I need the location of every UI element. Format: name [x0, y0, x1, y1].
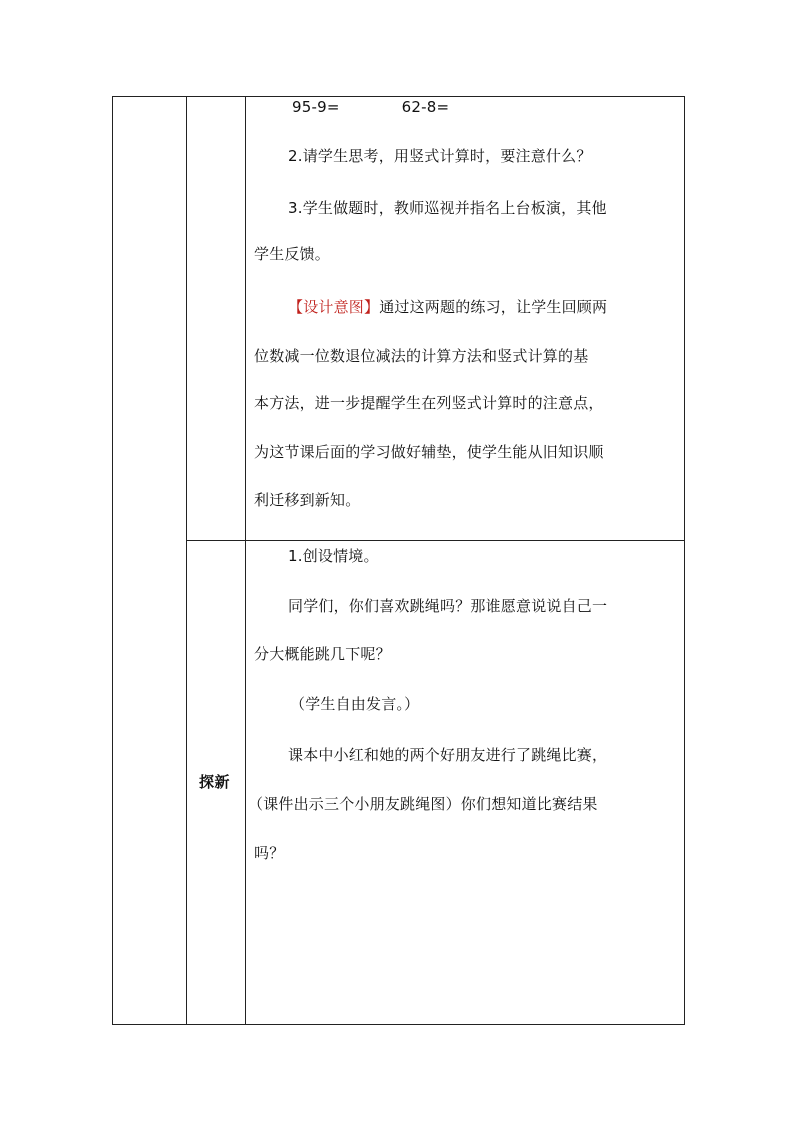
design-intent-label: 【设计意图】	[288, 298, 380, 316]
student-response-note: （学生自由发言。）	[290, 695, 420, 713]
section2-question-line-1: 同学们，你们喜欢跳绳吗？那谁愿意说说自己一	[288, 597, 608, 615]
question-3-line-2: 学生反馈。	[254, 245, 331, 263]
section2-story-line-3: 吗？	[254, 844, 285, 862]
row-divider	[186, 540, 685, 541]
equations-line	[292, 100, 449, 115]
section2-story-line-1: 课本中小红和她的两个好朋友进行了跳绳比赛，	[288, 746, 608, 764]
table-border-right	[684, 96, 685, 1025]
design-intent-line-5: 利迁移到新知。	[254, 491, 361, 509]
design-intent-line-4: 为这节课后面的学习做好辅垫，使学生能从旧知识顺	[254, 443, 604, 461]
question-3-line-1: 3.学生做题时，教师巡视并指名上台板演，其他	[288, 199, 607, 217]
lesson-plan-table	[112, 96, 685, 1025]
design-intent-line-2: 位数减一位数退位减法的计算方法和竖式计算的基	[254, 347, 589, 365]
question-2: 2.请学生思考，用竖式计算时，要注意什么？	[288, 147, 592, 165]
column-divider-2	[245, 96, 246, 1025]
table-border-left	[112, 96, 113, 1025]
section-label-explore: 探新	[199, 773, 231, 791]
design-intent-line-3: 本方法，进一步提醒学生在列竖式计算时的注意点，	[254, 394, 604, 412]
column-divider-1	[186, 96, 187, 1025]
equation-2: 62-8=	[401, 98, 450, 116]
section2-heading: 1.创设情境。	[288, 547, 379, 565]
section2-question-line-2: 分大概能跳几下呢？	[254, 645, 391, 663]
design-intent-text: 通过这两题的练习，让学生回顾两	[379, 298, 608, 316]
table-border-top	[112, 96, 685, 97]
section2-story-line-2: （课件出示三个小朋友跳绳图）你们想知道比赛结果	[248, 795, 598, 813]
design-intent-line-1	[288, 300, 607, 315]
table-border-bottom	[112, 1024, 685, 1025]
equation-1: 95-9=	[292, 98, 340, 116]
